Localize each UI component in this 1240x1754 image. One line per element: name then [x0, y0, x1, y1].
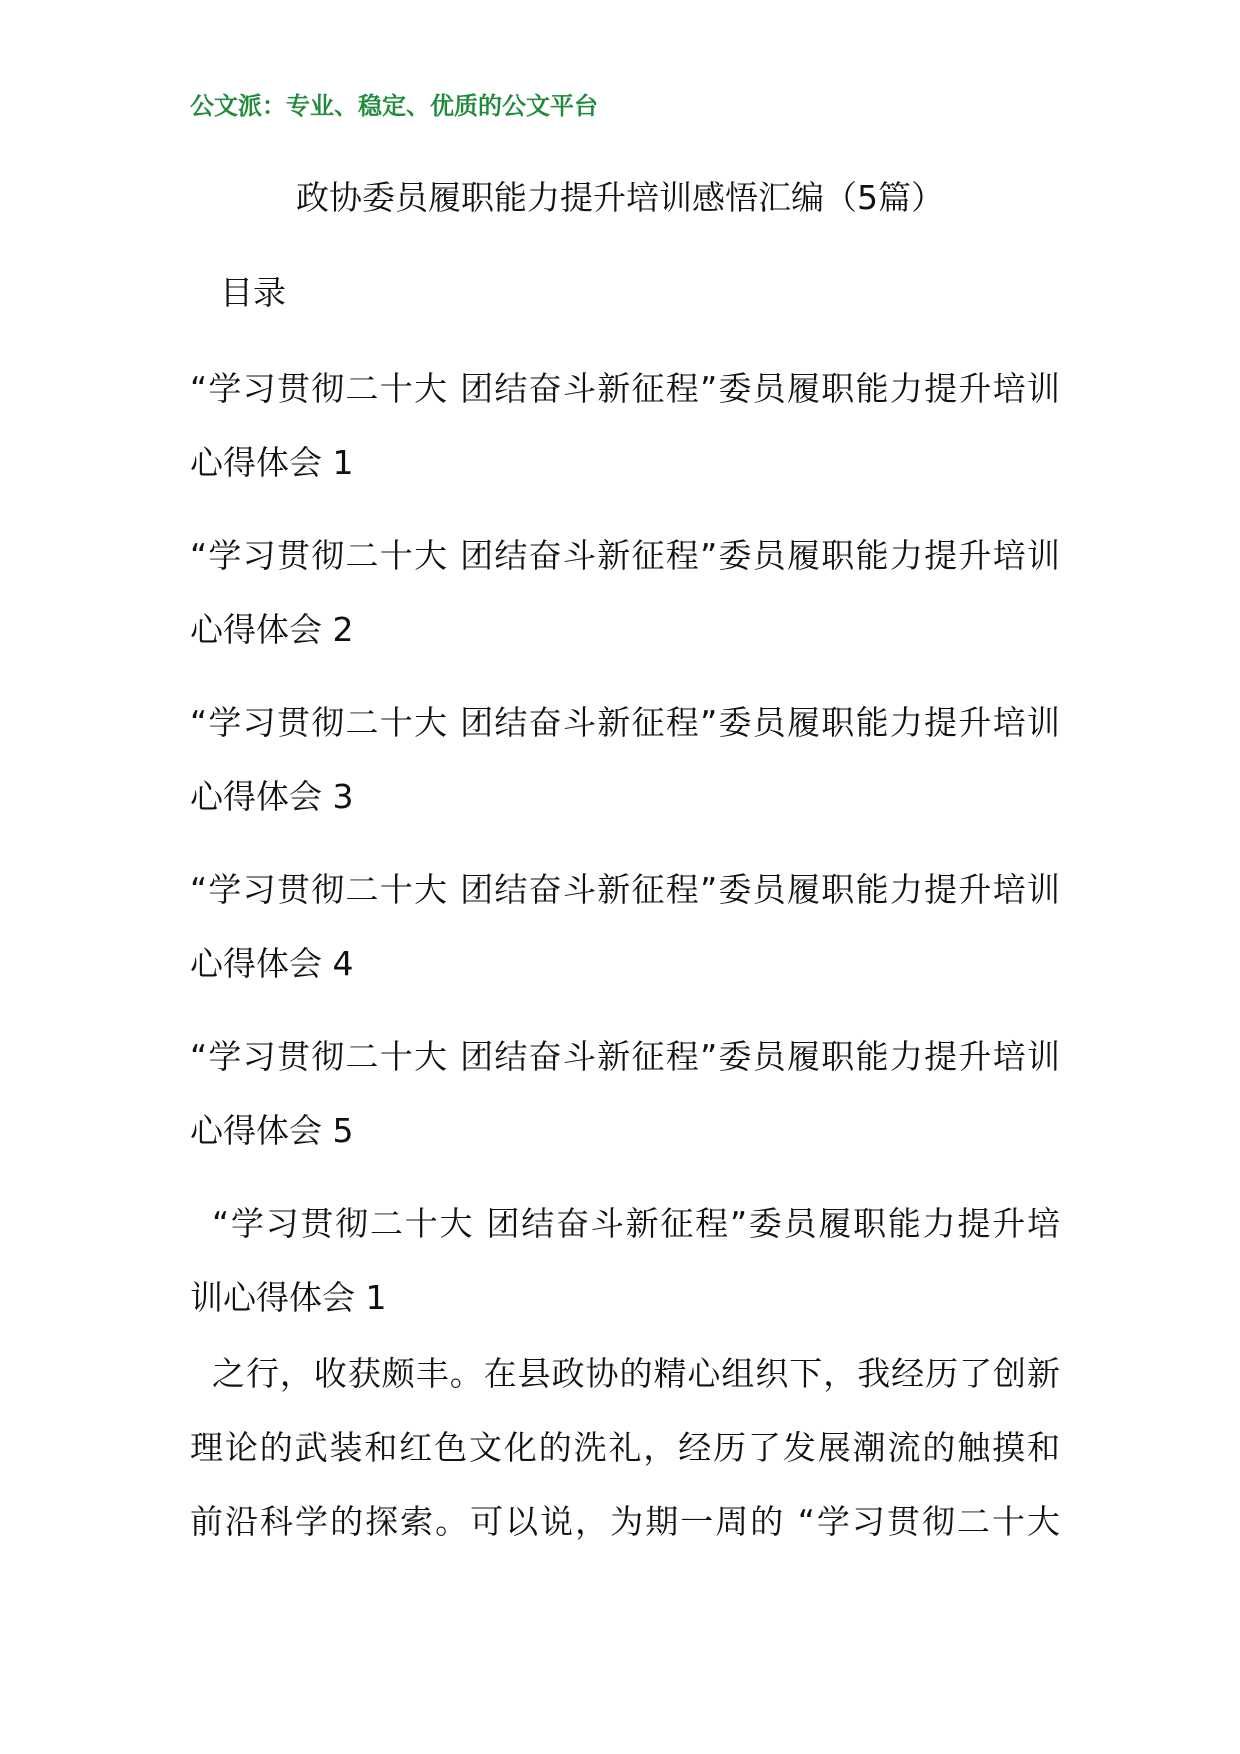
toc-entry-2[interactable]	[190, 519, 1060, 667]
toc-entry-subtitle: 心得体会 3	[190, 777, 354, 816]
body-line-3: 前沿科学的探索。可以说，为期一周的 “学习贯彻二十大	[190, 1502, 1060, 1541]
section-title-line-1: “学习贯彻二十大 团结奋斗新征程”委员履职能力提升培	[212, 1204, 1060, 1243]
brand-header: 公文派：专业、稳定、优质的公文平台	[190, 92, 598, 120]
toc-entry-subtitle: 心得体会 2	[190, 610, 354, 649]
toc-entry-title: “学习贯彻二十大 团结奋斗新征程”委员履职能力提升培训	[190, 870, 1060, 909]
toc-entry-subtitle: 心得体会 5	[190, 1111, 354, 1150]
table-of-contents	[190, 352, 1060, 1187]
toc-entry-1[interactable]	[190, 352, 1060, 500]
toc-entry-title: “学习贯彻二十大 团结奋斗新征程”委员履职能力提升培训	[190, 703, 1060, 742]
toc-entry-5[interactable]	[190, 1020, 1060, 1168]
toc-entry-title: “学习贯彻二十大 团结奋斗新征程”委员履职能力提升培训	[190, 369, 1060, 408]
toc-entry-4[interactable]	[190, 853, 1060, 1001]
toc-entry-subtitle: 心得体会 4	[190, 944, 354, 983]
toc-entry-3[interactable]	[190, 686, 1060, 834]
body-paragraph	[190, 1337, 1060, 1559]
toc-entry-subtitle: 心得体会 1	[190, 443, 354, 482]
section-title-line-2: 训心得体会 1	[190, 1278, 387, 1317]
document-title: 政协委员履职能力提升培训感悟汇编（5篇）	[296, 178, 944, 217]
body-line-2: 理论的武装和红色文化的洗礼，经历了发展潮流的触摸和	[190, 1428, 1060, 1467]
toc-entry-title: “学习贯彻二十大 团结奋斗新征程”委员履职能力提升培训	[190, 1037, 1060, 1076]
body-line-1: 之行，收获颇丰。在县政协的精心组织下，我经历了创新	[212, 1354, 1060, 1393]
toc-entry-title: “学习贯彻二十大 团结奋斗新征程”委员履职能力提升培训	[190, 536, 1060, 575]
section-heading	[190, 1187, 1060, 1335]
toc-heading: 目录	[220, 273, 286, 312]
